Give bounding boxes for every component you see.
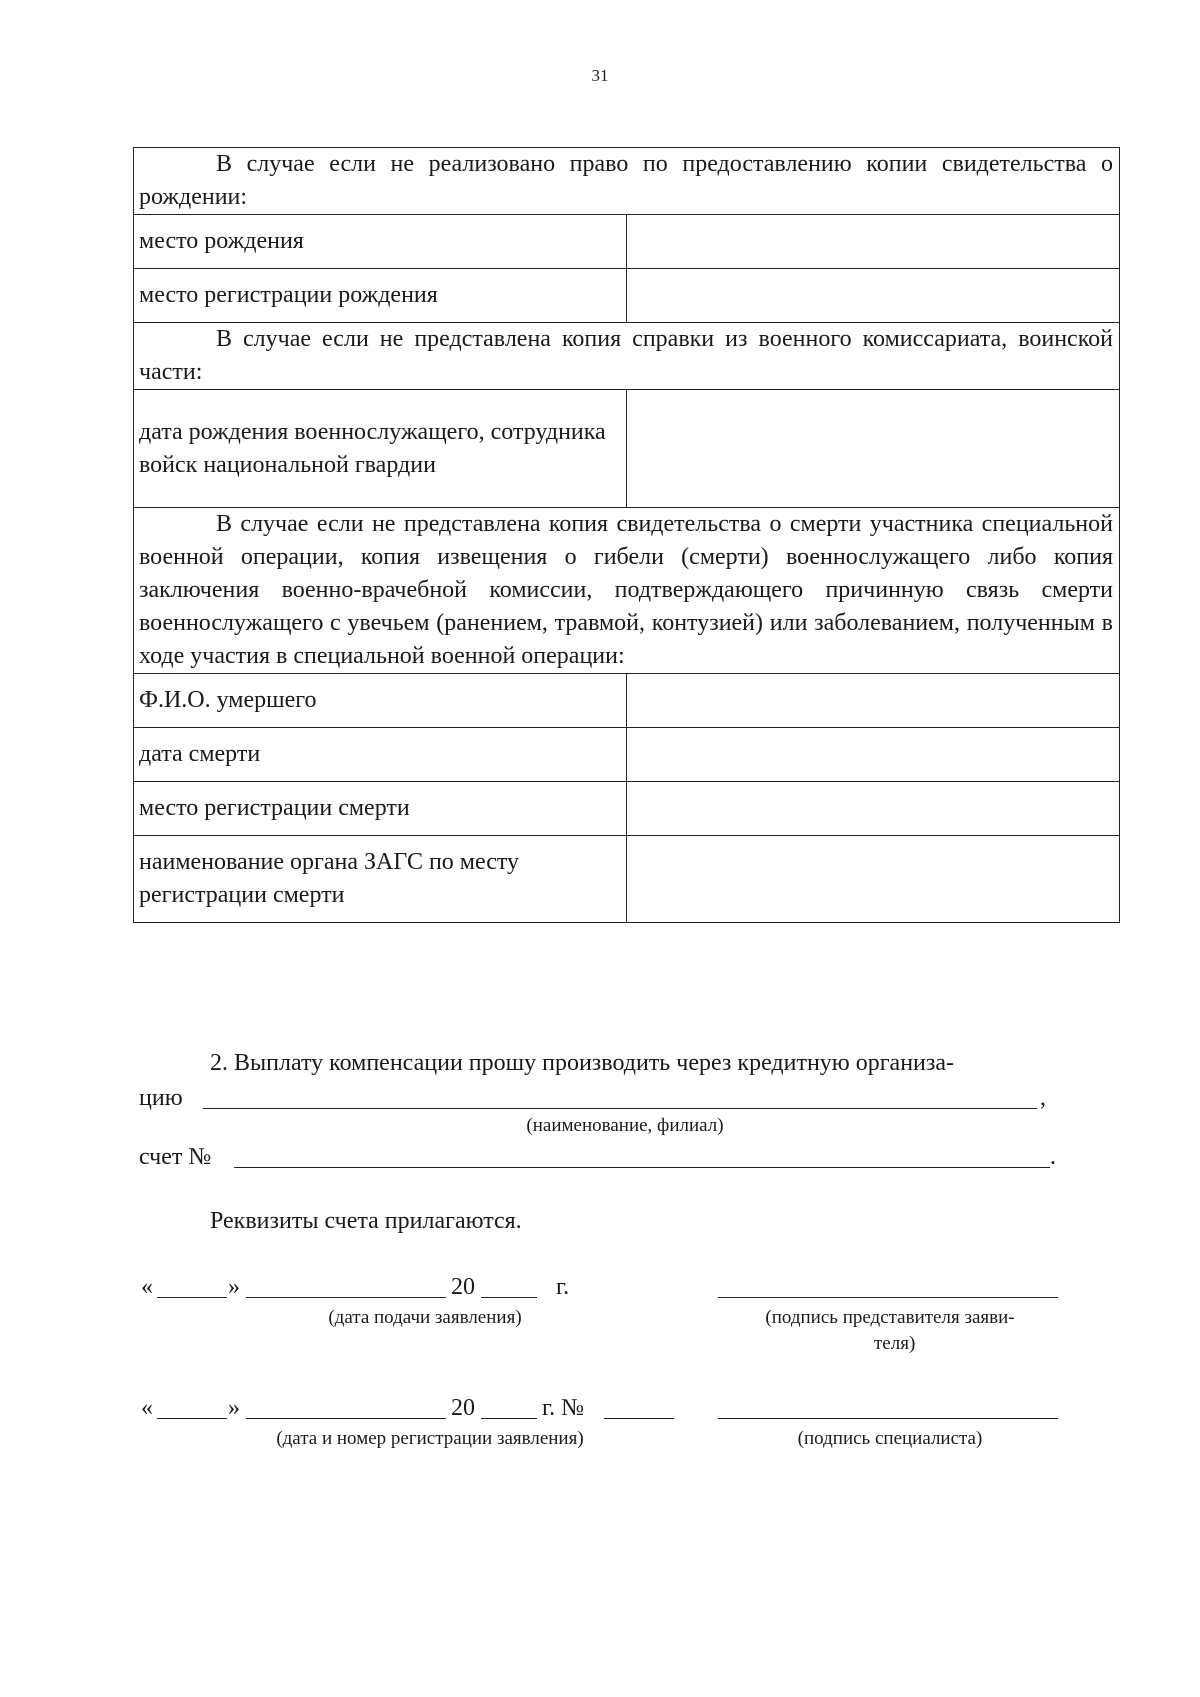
serviceman-birth-date-label: дата рождения военнослужащего, сотрудника войск национальной гвардии — [134, 390, 627, 508]
specialist-signature-caption: (подпись специалиста) — [797, 1428, 983, 1449]
application-form-table — [133, 147, 1120, 923]
representative-signature-line[interactable] — [718, 1297, 1058, 1298]
payment-instruction-line1: 2. Выплату компенсации прошу производить через кредитную организа- — [210, 1050, 955, 1076]
birth-registration-place-label: место регистрации рождения — [134, 269, 627, 323]
death-registration-place-field[interactable] — [627, 782, 1120, 836]
bank-caption: (наименование, филиал) — [526, 1115, 724, 1136]
page-number: 31 — [591, 66, 609, 85]
section-birth-certificate: В случае если не реализовано право по предоставлению копии свидетельства о рождении: — [134, 148, 1120, 215]
payment-instruction-line2-prefix: цию — [139, 1085, 183, 1111]
birth-place-field[interactable] — [627, 215, 1120, 269]
birth-place-label: место рождения — [134, 215, 627, 269]
account-label: счет № — [139, 1144, 212, 1170]
submission-year-prefix: 20 — [451, 1274, 475, 1300]
birth-registration-place-field[interactable] — [627, 269, 1120, 323]
zags-name-field[interactable] — [627, 836, 1120, 923]
death-registration-place-label: место регистрации смерти — [134, 782, 627, 836]
submission-month-line[interactable] — [246, 1297, 446, 1298]
registration-year-suffix: г. № — [542, 1395, 585, 1421]
submission-open-quote: « — [141, 1274, 153, 1300]
bank-name-line[interactable] — [203, 1108, 1037, 1109]
serviceman-birth-date-field[interactable] — [627, 390, 1120, 508]
death-date-field[interactable] — [627, 728, 1120, 782]
registration-close-quote: » — [228, 1395, 240, 1421]
specialist-signature-line[interactable] — [718, 1418, 1058, 1419]
registration-month-line[interactable] — [246, 1418, 446, 1419]
death-date-label: дата смерти — [134, 728, 627, 782]
registration-day-line[interactable] — [157, 1418, 227, 1419]
section-death-certificate: В случае если не представлена копия свидетельства о смерти участника специальной военной операции, копия извещения о гибели (смерти) военнослужащего либо копия заключения военно-врачебной комиссии, подтверждающего причинную связь смерти военнослужащего с увечьем (ранением, травмой, контузией) или заболеванием, полученным в ходе участия в специальной военной операции: — [134, 508, 1120, 674]
submission-year-line[interactable] — [481, 1297, 537, 1298]
account-number-line[interactable] — [234, 1167, 1050, 1168]
submission-close-quote: » — [228, 1274, 240, 1300]
account-line-period: . — [1050, 1144, 1056, 1170]
representative-signature-caption-1: (подпись представителя заяви- — [765, 1307, 1015, 1328]
deceased-name-field[interactable] — [627, 674, 1120, 728]
registration-date-caption: (дата и номер регистрации заявления) — [276, 1428, 584, 1449]
registration-number-line[interactable] — [604, 1418, 674, 1419]
submission-day-line[interactable] — [157, 1297, 227, 1298]
registration-year-line[interactable] — [481, 1418, 537, 1419]
bank-line-comma: , — [1040, 1085, 1046, 1111]
section-military-certificate: В случае если не представлена копия справки из военного комиссариата, воинской части: — [134, 323, 1120, 390]
deceased-name-label: Ф.И.О. умершего — [134, 674, 627, 728]
registration-year-prefix: 20 — [451, 1395, 475, 1421]
representative-signature-caption-2: теля) — [874, 1333, 916, 1354]
registration-open-quote: « — [141, 1395, 153, 1421]
requisites-note: Реквизиты счета прилагаются. — [210, 1208, 522, 1234]
submission-year-suffix: г. — [556, 1274, 570, 1300]
submission-date-caption: (дата подачи заявления) — [328, 1307, 522, 1328]
zags-name-label: наименование органа ЗАГС по месту регистрации смерти — [134, 836, 627, 923]
